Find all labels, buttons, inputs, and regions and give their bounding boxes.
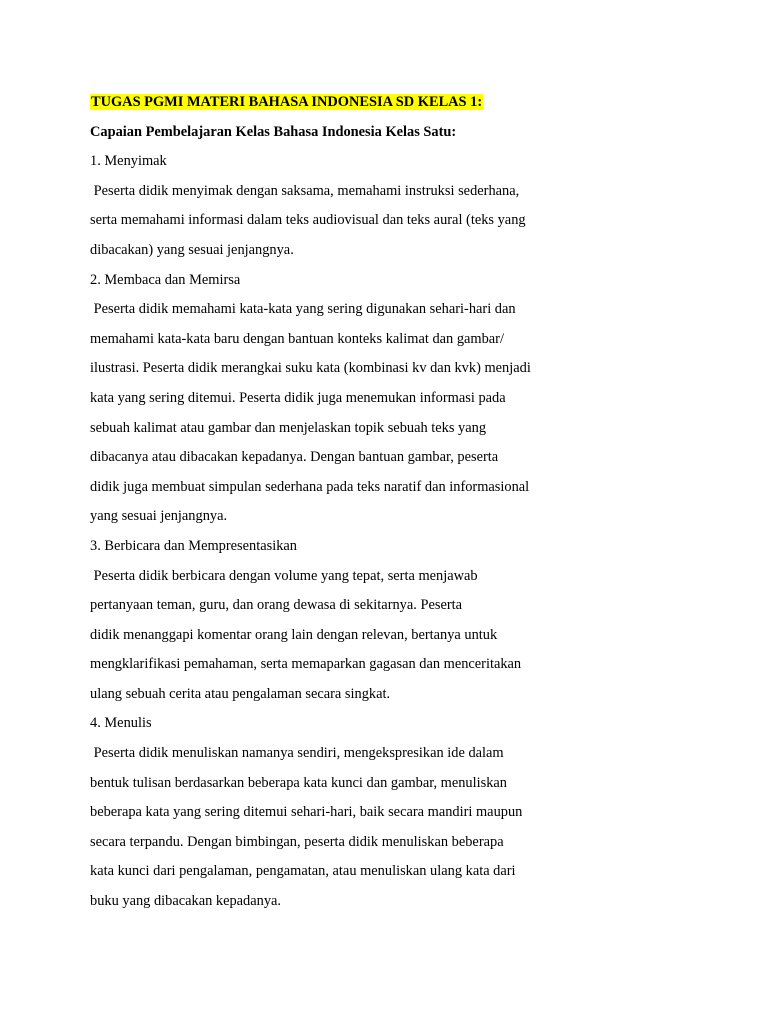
paragraph-line: ilustrasi. Peserta didik merangkai suku kata (kombinasi kv dan kvk) menjadi — [90, 360, 531, 377]
paragraph-line: Peserta didik menuliskan namanya sendiri, mengekspresikan ide dalam — [90, 745, 504, 762]
paragraph-line: kata yang sering ditemui. Peserta didik juga menemukan informasi pada — [90, 389, 506, 406]
document-title-line — [90, 88, 570, 118]
paragraph-line: bentuk tulisan berdasarkan beberapa kata kunci dan gambar, menuliskan — [90, 774, 507, 791]
paragraph-line: Peserta didik memahami kata-kata yang sering digunakan sehari-hari dan — [90, 301, 516, 318]
paragraph-line: buku yang dibacakan kepadanya. — [90, 893, 281, 910]
paragraph-line: ulang sebuah cerita atau pengalaman secara singkat. — [90, 685, 391, 702]
paragraph-line: mengklarifikasi pemahaman, serta memaparkan gagasan dan menceritakan — [90, 656, 522, 673]
paragraph-line: beberapa kata yang sering ditemui sehari-hari, baik secara mandiri maupun — [90, 804, 523, 821]
section-menulis — [90, 709, 570, 916]
section-heading: 4. Menulis — [90, 715, 152, 732]
paragraph-line: secara terpandu. Dengan bimbingan, peserta didik menuliskan beberapa — [90, 833, 504, 850]
section-heading: 3. Berbicara dan Mempresentasikan — [90, 537, 297, 554]
paragraph-line: memahami kata-kata baru dengan bantuan konteks kalimat dan gambar/ — [90, 330, 504, 347]
paragraph-line: yang sesuai jenjangnya. — [90, 508, 228, 525]
paragraph-line: serta memahami informasi dalam teks audiovisual dan teks aural (teks yang — [90, 212, 526, 229]
paragraph-line: dibacanya atau dibacakan kepadanya. Dengan bantuan gambar, peserta — [90, 449, 499, 466]
section-menyimak — [90, 147, 570, 265]
paragraph-line: sebuah kalimat atau gambar dan menjelaskan topik sebuah teks yang — [90, 419, 487, 436]
section-heading: 2. Membaca dan Memirsa — [90, 271, 241, 288]
paragraph-line: kata kunci dari pengalaman, pengamatan, atau menuliskan ulang kata dari — [90, 863, 516, 880]
document-title: TUGAS PGMI MATERI BAHASA INDONESIA SD KELAS 1: — [91, 94, 483, 110]
paragraph-line: didik menanggapi komentar orang lain dengan relevan, bertanya untuk — [90, 626, 498, 643]
paragraph-line: Peserta didik berbicara dengan volume yang tepat, serta menjawab — [90, 567, 478, 584]
paragraph-line: didik juga membuat simpulan sederhana pada teks naratif dan informasional — [90, 478, 530, 495]
section-berbicara-dan-mempresentasikan — [90, 532, 570, 710]
paragraph-line: Peserta didik menyimak dengan saksama, memahami instruksi sederhana, — [90, 182, 520, 199]
paragraph-line: dibacakan) yang sesuai jenjangnya. — [90, 241, 294, 258]
document-content — [90, 88, 570, 917]
section-membaca-dan-memirsa — [90, 266, 570, 532]
document-subtitle: Capaian Pembelajaran Kelas Bahasa Indonesia Kelas Satu: — [90, 123, 457, 140]
paragraph-line: pertanyaan teman, guru, dan orang dewasa di sekitarnya. Peserta — [90, 597, 463, 614]
section-heading: 1. Menyimak — [90, 153, 167, 170]
